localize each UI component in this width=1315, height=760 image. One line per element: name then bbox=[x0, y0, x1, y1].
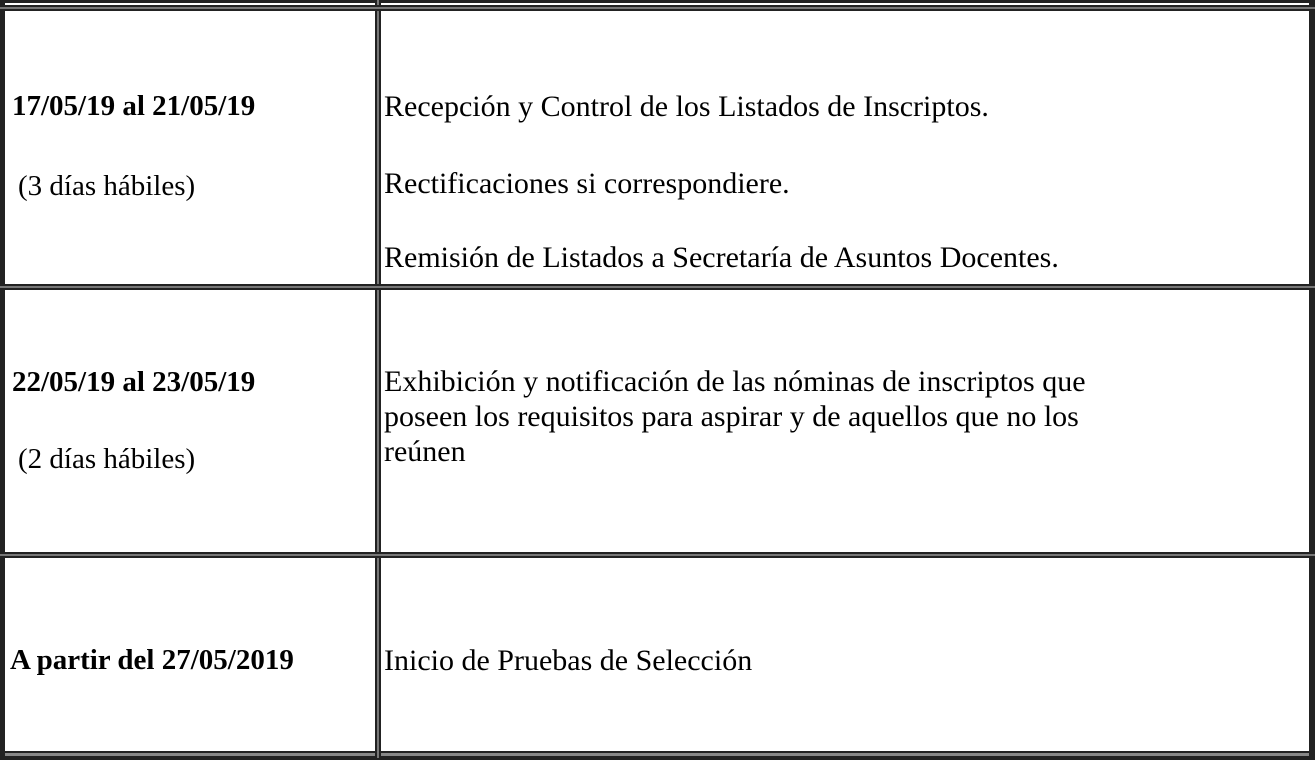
table-border-bottom bbox=[0, 751, 1315, 760]
table-border-left bbox=[0, 0, 5, 758]
row-divider bbox=[0, 5, 1315, 11]
row-2-activity-line-1: Exhibición y notificación de las nóminas de inscriptos que bbox=[384, 365, 1086, 398]
row-2-activity bbox=[384, 364, 1086, 469]
row-divider bbox=[0, 552, 1315, 558]
table-border-top bbox=[0, 0, 1315, 3]
table-border-right bbox=[1309, 0, 1315, 758]
row-3-period: A partir del 27/05/2019 bbox=[10, 644, 294, 676]
row-1-activity-1: Recepción y Control de los Listados de Inscriptos. bbox=[384, 90, 989, 123]
row-2-activity-line-2: poseen los requisitos para aspirar y de aquellos que no los bbox=[384, 400, 1079, 433]
row-1-activity-2: Rectificaciones si correspondiere. bbox=[384, 167, 790, 200]
column-divider bbox=[375, 0, 381, 758]
row-1-duration: (3 días hábiles) bbox=[18, 170, 196, 202]
row-2-period: 22/05/19 al 23/05/19 bbox=[12, 366, 256, 398]
row-1-activity-3: Remisión de Listados a Secretaría de Asuntos Docentes. bbox=[384, 241, 1059, 274]
row-2-duration: (2 días hábiles) bbox=[18, 443, 196, 475]
row-divider bbox=[0, 284, 1315, 290]
row-1-period: 17/05/19 al 21/05/19 bbox=[12, 90, 256, 122]
row-3-activity: Inicio de Pruebas de Selección bbox=[384, 644, 753, 677]
row-2-activity-line-3: reúnen bbox=[384, 435, 466, 468]
